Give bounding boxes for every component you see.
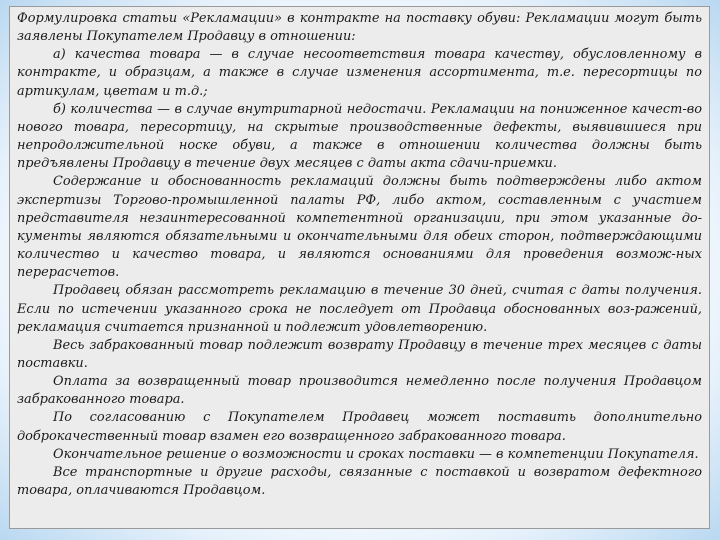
paragraph-item-b: б) количества — в случае внутритарной недостачи. Рекламации на пониженное качест-во нового товара, пересортицу, на скрытые производственные дефекты, выявившиеся при непродолжительной носке обуви, а также в отношении количества должны быть предъявлены Продавцу в течение двух месяцев с даты акта сдачи-приемки. bbox=[17, 101, 702, 172]
paragraph-return: Весь забракованный товар подлежит возврату Продавцу в течение трех месяцев с даты поставки. bbox=[17, 337, 702, 371]
paragraph-review-period: Продавец обязан рассмотреть рекламацию в течение 30 дней, считая с даты получения. Если по истечении указанного срока не последует от Продавца обоснованных воз-ражений, рекламация считается признанной и подлежит удовлетворению. bbox=[17, 283, 702, 335]
paragraph-expenses: Все транспортные и другие расходы, связанные с поставкой и возвратом дефектного товара, оплачиваются Продавцом. bbox=[17, 464, 702, 499]
paragraph-replacement: По согласованию с Покупателем Продавец может поставить дополнительно доброкачественный товар взамен его возвращенного забракованного товара. bbox=[17, 410, 702, 444]
document-text bbox=[17, 10, 702, 500]
slide-content-box bbox=[9, 6, 710, 529]
paragraph-item-a: а) качества товара — в случае несоответствия товара качеству, обусловленному в контракте, и образцам, а также в случае изменения ассортимента, т.е. пересортицы по артикулам, цветам и т.д.; bbox=[17, 47, 702, 99]
paragraph-payment: Оплата за возвращенный товар производится немедленно после получения Продавцом забракованного товара. bbox=[17, 374, 702, 408]
paragraph-heading: Формулировка статьи «Рекламации» в контракте на поставку обуви: Рекламации могут быть заявлены Покупателем Продавцу в отношении: bbox=[17, 11, 702, 45]
paragraph-content-validity: Содержание и обоснованность рекламаций должны быть подтверждены либо актом экспертизы Торгово-промышленной палаты РФ, либо актом, составленным с участием представителя незаинтересованной компетентной организации, при этом указанные до-кументы являются обязательными и окончательными для обеих сторон, подтверждающими количество и качество товара, и являются основаниями для проведения возмож-ных перерасчетов. bbox=[17, 174, 702, 281]
paragraph-final-decision: Окончательное решение о возможности и сроках поставки — в компетенции Покупателя. bbox=[53, 446, 699, 462]
